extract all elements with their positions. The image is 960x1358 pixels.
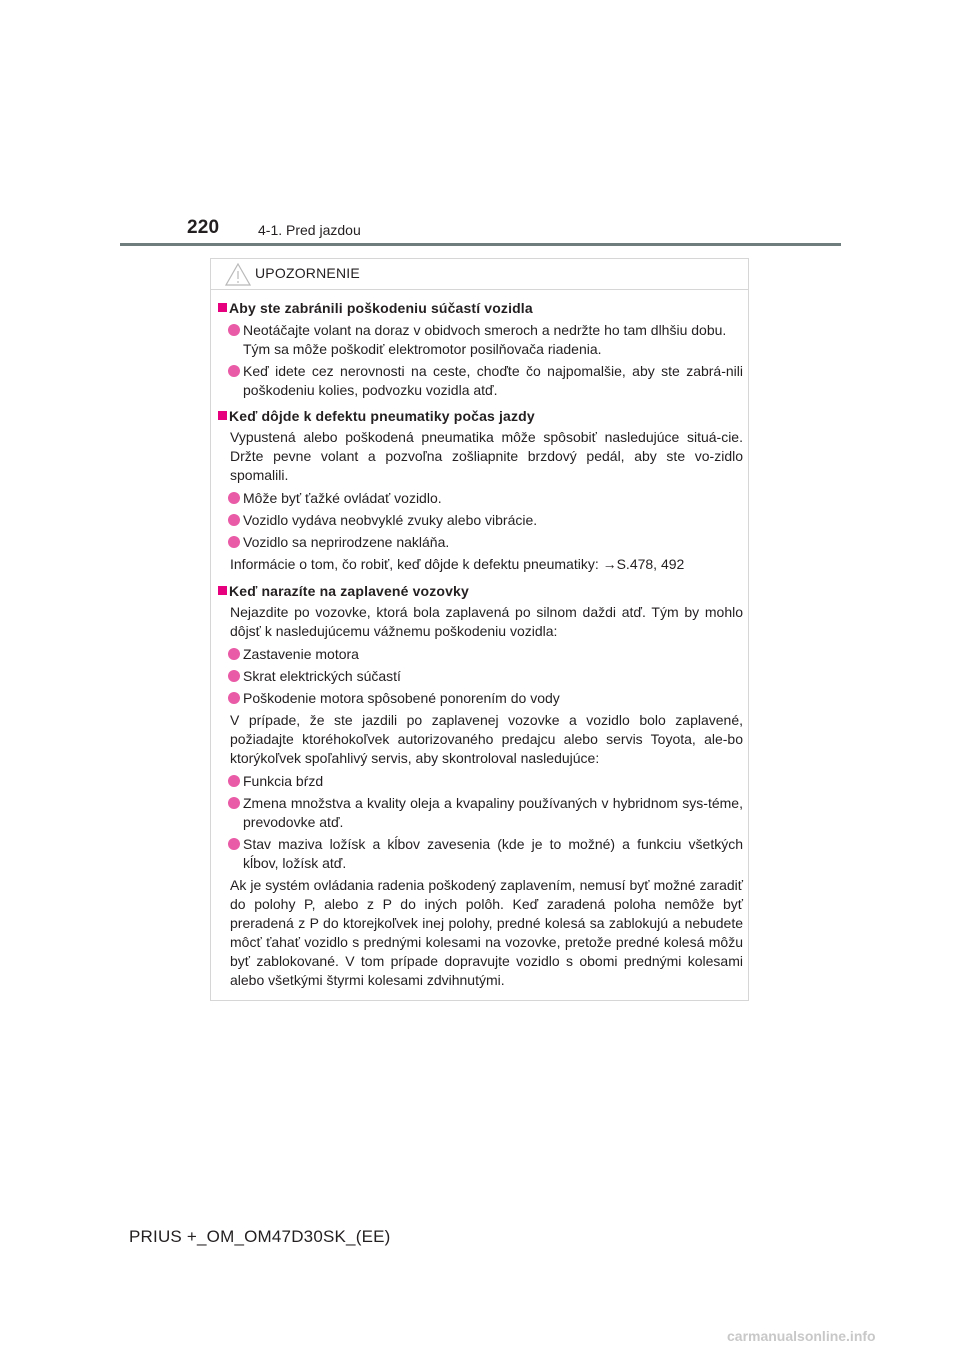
circle-bullet-icon: [228, 536, 240, 548]
warning-triangle-icon: [225, 263, 251, 286]
section-heading-text: Aby ste zabránili poškodeniu súčastí vozidla: [229, 300, 533, 316]
bullet-item: [219, 362, 743, 400]
text-line: Poškodenie motora spôsobené ponorením do vody: [243, 690, 560, 706]
bullet-item: [219, 772, 743, 791]
section-heading: [219, 582, 743, 601]
text-line: Funkcia bŕzd: [243, 773, 324, 789]
circle-bullet-icon: [228, 670, 240, 682]
bullet-item: [219, 533, 743, 552]
text-line: Ak je systém ovládania radenia poškodený zaplavením, nemusí byť možné zaradiť do polohy P, alebo z P do iných polôh. Keď zaradená poloha nemôže byť preradená z P do ktorejkoľvek inej polohy, predné kolesá sa zablokujú a nebudete môcť ťahať vozidlo s prednými kolesami na vozovke, pretože predné kolesá môžu byť zablokované. V tom prípade dopravujte vozidlo s obomi prednými kolesami alebo všetkými štyrmi kolesami zdvihnutými.: [230, 877, 743, 988]
square-bullet-icon: [218, 303, 227, 312]
paragraph: [219, 876, 743, 990]
text-line: Vypustená alebo poškodená pneumatika môže spôsobiť nasledujúce situá-cie. Držte pevne volant a pozvoľna zošliapnite brzdový pedál, aby ste vo-zidlo spomalili.: [230, 429, 743, 483]
warning-content: [219, 299, 743, 998]
square-bullet-icon: [218, 586, 227, 595]
paragraph: [219, 428, 743, 485]
text-line: V prípade, že ste jazdili po zaplavenej vozovke a vozidlo bolo zaplavené, požiadajte ktoréhokoľvek autorizovaného predajcu alebo servis Toyota, ale-bo ktorýkoľvek spoľahlivý servis, aby skontroloval nasledujúce:: [230, 712, 743, 766]
text-line: Neotáčajte volant na doraz v obidvoch smeroch a nedržte ho tam dlhšiu dobu.: [243, 322, 727, 338]
watermark: carmanualsonline.info: [727, 1328, 876, 1344]
circle-bullet-icon: [228, 365, 240, 377]
circle-bullet-icon: [228, 775, 240, 787]
page-number: 220: [187, 217, 220, 238]
paragraph: [219, 603, 743, 641]
section-title: 4-1. Pred jazdou: [258, 222, 361, 238]
footer-doc-code: PRIUS +_OM_OM47D30SK_(EE): [129, 1227, 391, 1246]
text-line: Keď idete cez nerovnosti na ceste, choďte čo najpomalšie, aby ste zabrá-nili poškodeniu kolies, podvozku vozidla atď.: [243, 363, 743, 398]
text-line: Vozidlo vydáva neobvyklé zvuky alebo vibrácie.: [243, 512, 538, 528]
section-heading: [219, 407, 743, 426]
bullet-item: [219, 489, 743, 508]
section-heading: [219, 299, 743, 318]
bullet-item: [219, 689, 743, 708]
circle-bullet-icon: [228, 692, 240, 704]
circle-bullet-icon: [228, 514, 240, 526]
text-line: Môže byť ťažké ovládať vozidlo.: [243, 490, 442, 506]
square-bullet-icon: [218, 411, 227, 420]
section-heading-text: Keď dôjde k defektu pneumatiky počas jazdy: [229, 408, 535, 424]
bullet-item: [219, 835, 743, 873]
header-rule: [120, 243, 841, 246]
paragraph: [219, 555, 743, 574]
text-line: Nejazdite po vozovke, ktorá bola zaplavená po silnom daždi atď. Tým by mohlo dôjsť k nasledujúcemu vážnemu poškodeniu vozidla:: [230, 604, 743, 639]
text-line: Stav maziva ložísk a kĺbov zavesenia (kde je to možné) a funkciu všetkých kĺbov, ložísk atď.: [243, 836, 743, 871]
text-line: Tým sa môže poškodiť elektromotor posilňovača riadenia.: [243, 341, 602, 357]
circle-bullet-icon: [228, 324, 240, 336]
circle-bullet-icon: [228, 838, 240, 850]
text-line: Zmena množstva a kvality oleja a kvapaliny používaných v hybridnom sys-téme, prevodovke atď.: [243, 795, 743, 830]
text-line: Vozidlo sa neprirodzene nakláňa.: [243, 534, 450, 550]
bullet-item: [219, 645, 743, 664]
bullet-item: [219, 321, 743, 359]
circle-bullet-icon: [228, 797, 240, 809]
bullet-item: [219, 511, 743, 530]
bullet-item: [219, 667, 743, 686]
text-line: Informácie o tom, čo robiť, keď dôjde k defektu pneumatiky: →S.478, 492: [230, 556, 685, 572]
bullet-item: [219, 794, 743, 832]
circle-bullet-icon: [228, 492, 240, 504]
circle-bullet-icon: [228, 648, 240, 660]
paragraph: [219, 711, 743, 768]
section-heading-text: Keď narazíte na zaplavené vozovky: [229, 583, 469, 599]
warning-box: [210, 258, 749, 1001]
warning-header: [211, 259, 748, 290]
text-line: Zastavenie motora: [243, 646, 359, 662]
warning-label: UPOZORNENIE: [255, 265, 360, 281]
text-line: Skrat elektrických súčastí: [243, 668, 401, 684]
